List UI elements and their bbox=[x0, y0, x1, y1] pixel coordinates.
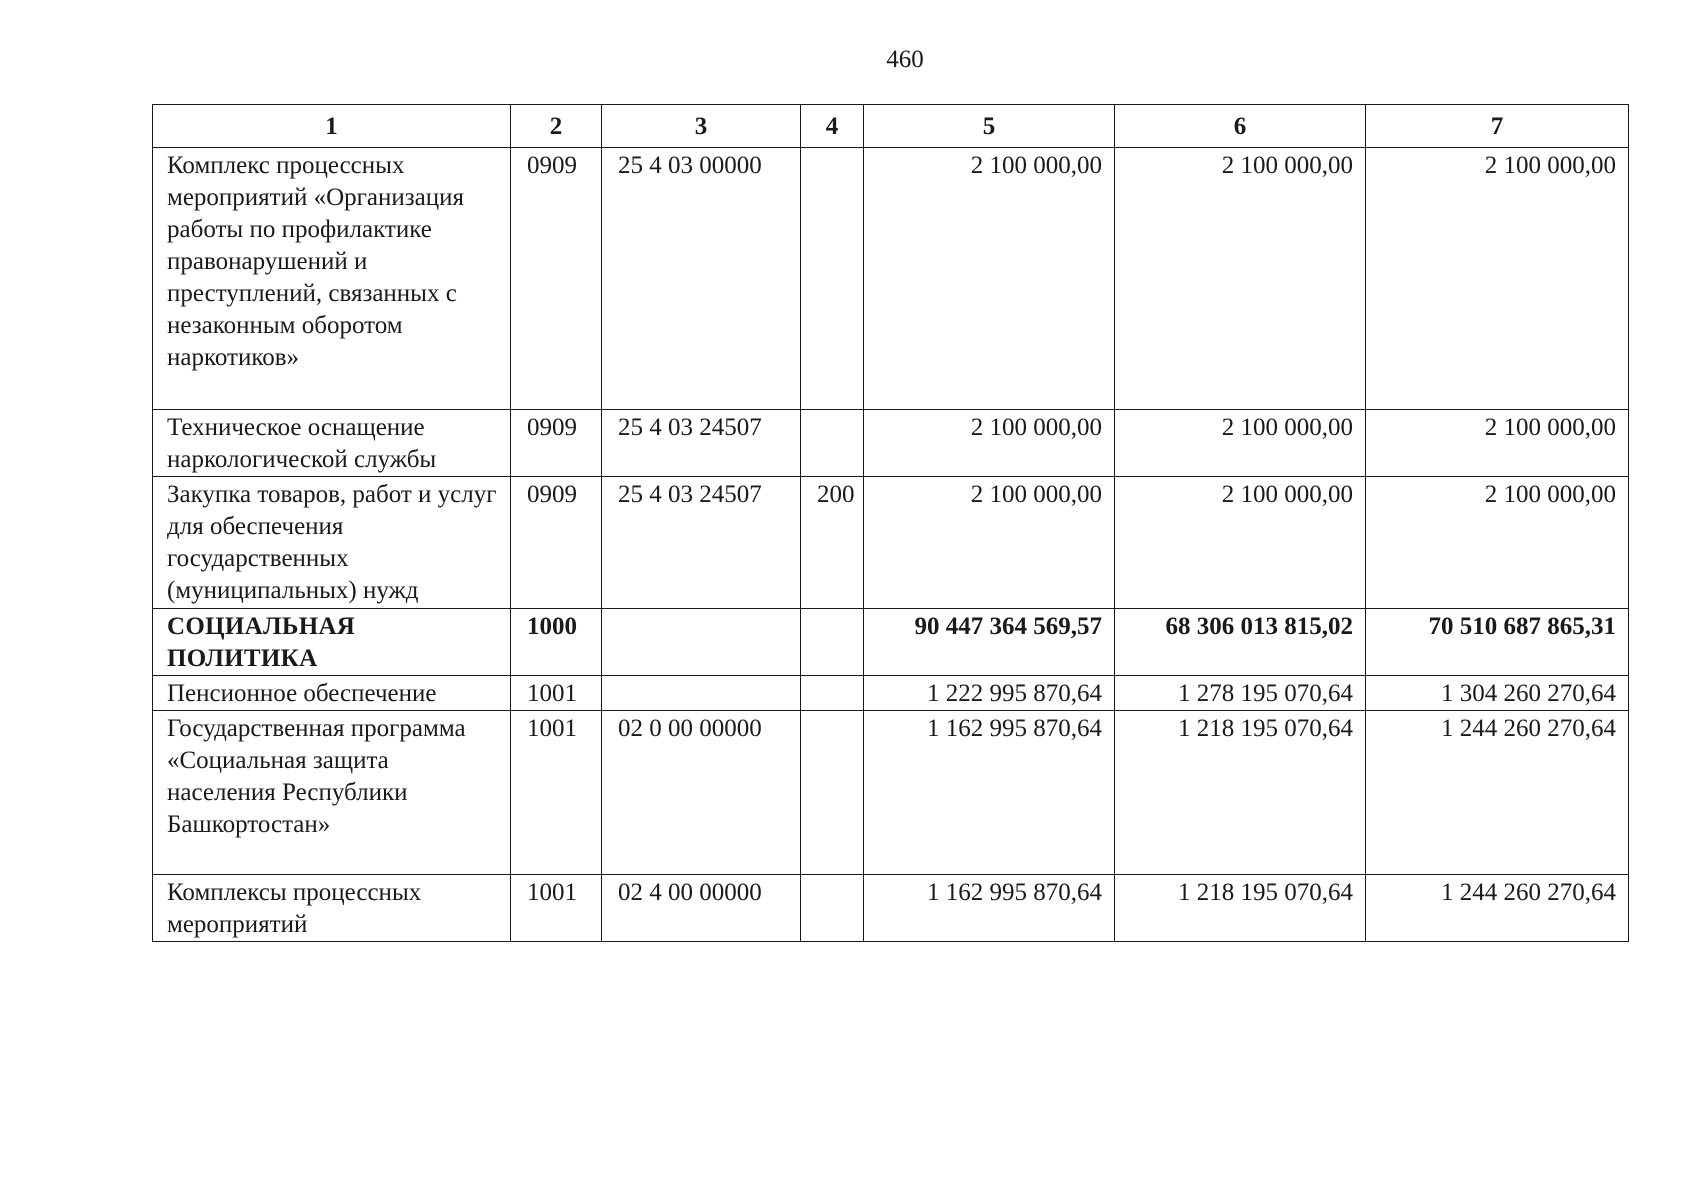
amount-year3-cell: 1 244 260 270,64 bbox=[1366, 711, 1629, 875]
table-row bbox=[153, 148, 1629, 410]
table-row bbox=[153, 676, 1629, 711]
amount-year2-cell: 1 218 195 070,64 bbox=[1115, 875, 1366, 942]
column-header: 4 bbox=[801, 105, 864, 148]
row-name-cell: СОЦИАЛЬНАЯ ПОЛИТИКА bbox=[153, 609, 511, 676]
table-header-row bbox=[153, 105, 1629, 148]
row-name-cell: Техническое оснащение наркологической службы bbox=[153, 410, 511, 477]
expense-type-cell: 200 bbox=[801, 477, 864, 609]
table-row bbox=[153, 477, 1629, 609]
row-name-cell: Комплексы процессных мероприятий bbox=[153, 875, 511, 942]
target-code-cell: 02 4 00 00000 bbox=[602, 875, 801, 942]
table-row bbox=[153, 711, 1629, 875]
amount-year1-cell: 2 100 000,00 bbox=[864, 148, 1115, 410]
target-code-cell bbox=[602, 676, 801, 711]
section-code-cell: 1001 bbox=[511, 711, 602, 875]
expense-type-cell bbox=[801, 711, 864, 875]
column-header: 1 bbox=[153, 105, 511, 148]
column-header: 2 bbox=[511, 105, 602, 148]
column-header: 3 bbox=[602, 105, 801, 148]
amount-year3-cell: 2 100 000,00 bbox=[1366, 148, 1629, 410]
column-header: 5 bbox=[864, 105, 1115, 148]
amount-year2-cell: 2 100 000,00 bbox=[1115, 148, 1366, 410]
section-code-cell: 1001 bbox=[511, 676, 602, 711]
amount-year1-cell: 2 100 000,00 bbox=[864, 477, 1115, 609]
row-name-cell: Закупка товаров, работ и услуг для обеспечения государственных (муниципальных) нужд bbox=[153, 477, 511, 609]
target-code-cell: 25 4 03 24507 bbox=[602, 477, 801, 609]
target-code-cell: 25 4 03 24507 bbox=[602, 410, 801, 477]
table-row bbox=[153, 875, 1629, 942]
amount-year2-cell: 68 306 013 815,02 bbox=[1115, 609, 1366, 676]
row-name-cell: Государственная программа «Социальная защита населения Республики Башкортостан» bbox=[153, 711, 511, 875]
section-code-cell: 0909 bbox=[511, 477, 602, 609]
expense-type-cell bbox=[801, 875, 864, 942]
section-code-cell: 1001 bbox=[511, 875, 602, 942]
target-code-cell: 02 0 00 00000 bbox=[602, 711, 801, 875]
amount-year3-cell: 70 510 687 865,31 bbox=[1366, 609, 1629, 676]
amount-year3-cell: 2 100 000,00 bbox=[1366, 410, 1629, 477]
expense-type-cell bbox=[801, 410, 864, 477]
target-code-cell: 25 4 03 00000 bbox=[602, 148, 801, 410]
amount-year1-cell: 1 162 995 870,64 bbox=[864, 711, 1115, 875]
amount-year2-cell: 1 278 195 070,64 bbox=[1115, 676, 1366, 711]
amount-year1-cell: 2 100 000,00 bbox=[864, 410, 1115, 477]
expense-type-cell bbox=[801, 676, 864, 711]
section-code-cell: 1000 bbox=[511, 609, 602, 676]
section-code-cell: 0909 bbox=[511, 410, 602, 477]
amount-year3-cell: 1 304 260 270,64 bbox=[1366, 676, 1629, 711]
amount-year3-cell: 1 244 260 270,64 bbox=[1366, 875, 1629, 942]
amount-year2-cell: 2 100 000,00 bbox=[1115, 477, 1366, 609]
amount-year3-cell: 2 100 000,00 bbox=[1366, 477, 1629, 609]
amount-year1-cell: 1 222 995 870,64 bbox=[864, 676, 1115, 711]
amount-year2-cell: 1 218 195 070,64 bbox=[1115, 711, 1366, 875]
amount-year1-cell: 90 447 364 569,57 bbox=[864, 609, 1115, 676]
row-name-cell: Комплекс процессных мероприятий «Организация работы по профилактике правонарушений и преступлений, связанных с незаконным оборотом наркотиков» bbox=[153, 148, 511, 410]
amount-year2-cell: 2 100 000,00 bbox=[1115, 410, 1366, 477]
table-row bbox=[153, 410, 1629, 477]
row-name-cell: Пенсионное обеспечение bbox=[153, 676, 511, 711]
amount-year1-cell: 1 162 995 870,64 bbox=[864, 875, 1115, 942]
target-code-cell bbox=[602, 609, 801, 676]
section-row bbox=[153, 609, 1629, 676]
column-header: 6 bbox=[1115, 105, 1366, 148]
section-code-cell: 0909 bbox=[511, 148, 602, 410]
column-header: 7 bbox=[1366, 105, 1629, 148]
expense-type-cell bbox=[801, 148, 864, 410]
budget-table bbox=[152, 104, 1629, 942]
expense-type-cell bbox=[801, 609, 864, 676]
page-number: 460 bbox=[886, 46, 924, 73]
